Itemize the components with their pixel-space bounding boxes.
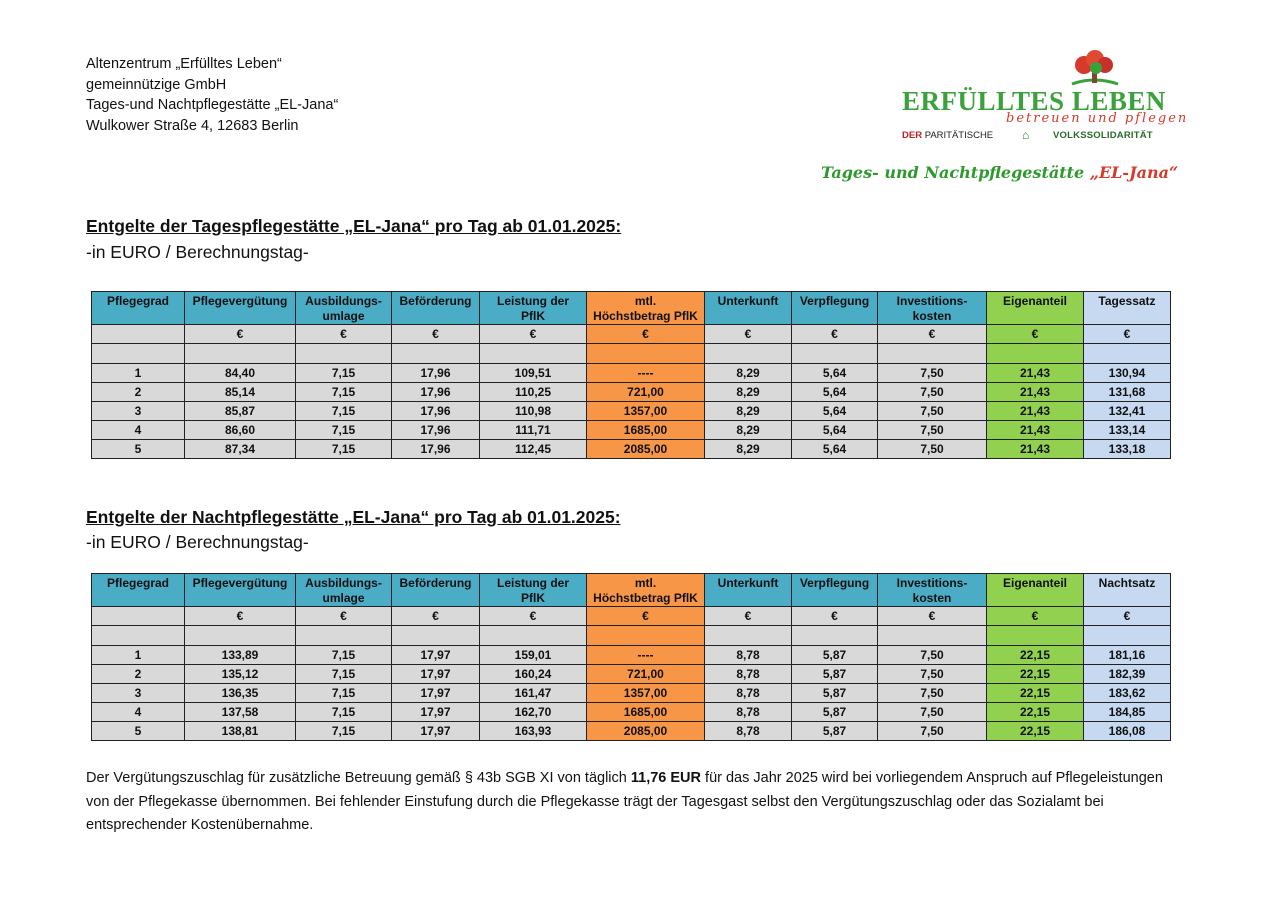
cell-hoechstbetrag: 721,00 <box>587 383 705 402</box>
cell-befoerderung: 17,97 <box>392 684 480 703</box>
col-header-befoerderung: Beförderung <box>392 574 480 607</box>
cell-befoerderung: 17,96 <box>392 364 480 383</box>
currency-cell: € <box>480 607 587 626</box>
footnote-text: Der Vergütungszuschlag für zusätzliche Betreuung gemäß § 43b SGB XI von täglich <box>86 770 631 786</box>
cell-verpflegung: 5,87 <box>792 646 878 665</box>
empty-cell <box>296 626 392 646</box>
table-header-row <box>92 574 1171 607</box>
empty-cell <box>296 344 392 364</box>
cell-befoerderung: 17,97 <box>392 703 480 722</box>
cell-unterkunft: 8,29 <box>705 421 792 440</box>
cell-unterkunft: 8,78 <box>705 684 792 703</box>
cell-leistung-pflk: 161,47 <box>480 684 587 703</box>
empty-cell <box>792 344 878 364</box>
currency-cell: € <box>185 607 296 626</box>
cell-befoerderung: 17,96 <box>392 440 480 459</box>
empty-cell <box>792 626 878 646</box>
col-header-verpflegung: Verpflegung <box>792 292 878 325</box>
cell-pflegegrad: 3 <box>92 402 185 421</box>
table-header-row <box>92 292 1171 325</box>
cell-unterkunft: 8,78 <box>705 703 792 722</box>
cell-unterkunft: 8,78 <box>705 646 792 665</box>
col-header-investitionskosten: Investitions- kosten <box>878 292 987 325</box>
spacer-row <box>92 344 1171 364</box>
currency-cell: € <box>587 607 705 626</box>
cell-pflegeverguetung: 137,58 <box>185 703 296 722</box>
currency-row <box>92 325 1171 344</box>
cell-unterkunft: 8,29 <box>705 383 792 402</box>
cell-satz: 133,18 <box>1084 440 1171 459</box>
cell-hoechstbetrag: 2085,00 <box>587 722 705 741</box>
cell-leistung-pflk: 111,71 <box>480 421 587 440</box>
cell-investitionskosten: 7,50 <box>878 383 987 402</box>
cell-pflegeverguetung: 85,87 <box>185 402 296 421</box>
cell-pflegeverguetung: 84,40 <box>185 364 296 383</box>
cell-ausbildungsumlage: 7,15 <box>296 421 392 440</box>
cell-verpflegung: 5,87 <box>792 665 878 684</box>
col-header-unterkunft: Unterkunft <box>705 292 792 325</box>
cell-satz: 182,39 <box>1084 665 1171 684</box>
cell-satz: 186,08 <box>1084 722 1171 741</box>
cell-verpflegung: 5,64 <box>792 402 878 421</box>
cell-befoerderung: 17,97 <box>392 665 480 684</box>
volkssolidaritaet-logo: VOLKSSOLIDARITÄT <box>1053 130 1153 141</box>
empty-cell <box>1084 626 1171 646</box>
subtitle-highlight: „EL-Jana“ <box>1089 163 1179 182</box>
cell-pflegeverguetung: 133,89 <box>185 646 296 665</box>
cell-pflegegrad: 4 <box>92 703 185 722</box>
currency-cell: € <box>480 325 587 344</box>
empty-cell <box>587 626 705 646</box>
cell-eigenanteil: 21,43 <box>987 440 1084 459</box>
col-header-verpflegung: Verpflegung <box>792 574 878 607</box>
cell-hoechstbetrag: 2085,00 <box>587 440 705 459</box>
footnote <box>86 767 1176 838</box>
cell-hoechstbetrag: ---- <box>587 646 705 665</box>
logo-tagline: betreuen und pflegen <box>1006 111 1189 126</box>
tree-logo-icon <box>1068 50 1120 88</box>
cell-ausbildungsumlage: 7,15 <box>296 646 392 665</box>
currency-cell: € <box>705 325 792 344</box>
cell-ausbildungsumlage: 7,15 <box>296 722 392 741</box>
address-block <box>86 54 338 136</box>
cell-pflegeverguetung: 138,81 <box>185 722 296 741</box>
cell-eigenanteil: 22,15 <box>987 722 1084 741</box>
cell-investitionskosten: 7,50 <box>878 402 987 421</box>
cell-ausbildungsumlage: 7,15 <box>296 402 392 421</box>
col-header-hoechstbetrag: mtl. Höchstbetrag PflK <box>587 292 705 325</box>
day-care-heading: Entgelte der Tagespflegestätte „EL-Jana“ pro Tag ab 01.01.2025: <box>86 216 622 236</box>
col-header-tagessatz: Tagessatz <box>1084 292 1171 325</box>
currency-cell: € <box>792 607 878 626</box>
address-line: gemeinnützige GmbH <box>86 76 227 93</box>
cell-verpflegung: 5,64 <box>792 364 878 383</box>
cell-eigenanteil: 22,15 <box>987 684 1084 703</box>
empty-cell <box>878 626 987 646</box>
cell-eigenanteil: 22,15 <box>987 665 1084 684</box>
cell-verpflegung: 5,87 <box>792 684 878 703</box>
col-header-pflegegrad: Pflegegrad <box>92 574 185 607</box>
cell-satz: 130,94 <box>1084 364 1171 383</box>
cell-verpflegung: 5,64 <box>792 383 878 402</box>
cell-pflegegrad: 1 <box>92 364 185 383</box>
cell-ausbildungsumlage: 7,15 <box>296 684 392 703</box>
cell-leistung-pflk: 110,98 <box>480 402 587 421</box>
table-row <box>92 665 1171 684</box>
table-row <box>92 646 1171 665</box>
cell-befoerderung: 17,96 <box>392 402 480 421</box>
cell-hoechstbetrag: 1357,00 <box>587 402 705 421</box>
cell-satz: 183,62 <box>1084 684 1171 703</box>
col-header-nachtsatz: Nachtsatz <box>1084 574 1171 607</box>
facility-subtitle <box>821 163 1178 182</box>
cell-investitionskosten: 7,50 <box>878 703 987 722</box>
footnote-amount: 11,76 EUR <box>630 770 702 786</box>
day-care-table-body <box>92 325 1171 459</box>
empty-cell <box>987 344 1084 364</box>
col-header-pflegeverguetung: Pflegevergütung <box>185 292 296 325</box>
cell-unterkunft: 8,78 <box>705 722 792 741</box>
paritaetische-logo <box>902 130 993 141</box>
day-care-fee-table <box>91 291 1171 459</box>
cell-satz: 184,85 <box>1084 703 1171 722</box>
cell-unterkunft: 8,29 <box>705 364 792 383</box>
cell-satz: 131,68 <box>1084 383 1171 402</box>
cell-eigenanteil: 22,15 <box>987 703 1084 722</box>
currency-cell: € <box>296 607 392 626</box>
cell-befoerderung: 17,97 <box>392 722 480 741</box>
table-row <box>92 383 1171 402</box>
empty-cell <box>480 344 587 364</box>
table-row <box>92 684 1171 703</box>
night-care-heading: Entgelte der Nachtpflegestätte „EL-Jana“ pro Tag ab 01.01.2025: <box>86 507 621 527</box>
empty-cell <box>987 626 1084 646</box>
partner-logos <box>902 129 1174 145</box>
cell-pflegegrad: 1 <box>92 646 185 665</box>
empty-cell <box>587 344 705 364</box>
table-row <box>92 364 1171 383</box>
cell-eigenanteil: 22,15 <box>987 646 1084 665</box>
cell-hoechstbetrag: 1357,00 <box>587 684 705 703</box>
cell-pflegeverguetung: 86,60 <box>185 421 296 440</box>
cell-satz: 132,41 <box>1084 402 1171 421</box>
empty-cell <box>705 344 792 364</box>
col-header-pflegegrad: Pflegegrad <box>92 292 185 325</box>
currency-cell: € <box>1084 325 1171 344</box>
cell-verpflegung: 5,87 <box>792 722 878 741</box>
cell-befoerderung: 17,96 <box>392 421 480 440</box>
empty-cell <box>1084 344 1171 364</box>
table-row <box>92 440 1171 459</box>
currency-cell: € <box>705 607 792 626</box>
cell-eigenanteil: 21,43 <box>987 383 1084 402</box>
cell-pflegegrad: 5 <box>92 722 185 741</box>
cell-hoechstbetrag: 721,00 <box>587 665 705 684</box>
cell-investitionskosten: 7,50 <box>878 421 987 440</box>
cell-hoechstbetrag: ---- <box>587 364 705 383</box>
day-care-subheading: -in EURO / Berechnungstag- <box>86 242 309 262</box>
col-header-ausbildungsumlage: Ausbildungs- umlage <box>296 292 392 325</box>
col-header-pflegeverguetung: Pflegevergütung <box>185 574 296 607</box>
currency-row <box>92 607 1171 626</box>
night-care-fee-table <box>91 573 1171 741</box>
table-row <box>92 421 1171 440</box>
currency-cell <box>92 325 185 344</box>
address-line: Tages-und Nachtpflegestätte „EL-Jana“ <box>86 97 339 113</box>
currency-cell: € <box>792 325 878 344</box>
currency-cell: € <box>1084 607 1171 626</box>
cell-eigenanteil: 21,43 <box>987 364 1084 383</box>
cell-pflegegrad: 2 <box>92 665 185 684</box>
currency-cell: € <box>296 325 392 344</box>
company-logo <box>896 50 1189 150</box>
night-care-subheading: -in EURO / Berechnungstag- <box>86 532 309 552</box>
cell-eigenanteil: 21,43 <box>987 421 1084 440</box>
cell-leistung-pflk: 110,25 <box>480 383 587 402</box>
cell-pflegegrad: 2 <box>92 383 185 402</box>
empty-cell <box>185 344 296 364</box>
cell-investitionskosten: 7,50 <box>878 665 987 684</box>
cell-pflegeverguetung: 85,14 <box>185 383 296 402</box>
col-header-ausbildungsumlage: Ausbildungs- umlage <box>296 574 392 607</box>
empty-cell <box>878 344 987 364</box>
cell-unterkunft: 8,78 <box>705 665 792 684</box>
currency-cell: € <box>185 325 296 344</box>
cell-ausbildungsumlage: 7,15 <box>296 703 392 722</box>
cell-unterkunft: 8,29 <box>705 402 792 421</box>
cell-ausbildungsumlage: 7,15 <box>296 440 392 459</box>
cell-pflegeverguetung: 135,12 <box>185 665 296 684</box>
currency-cell: € <box>987 325 1084 344</box>
cell-investitionskosten: 7,50 <box>878 364 987 383</box>
paritaetische-name: PARITÄTISCHE <box>924 130 994 141</box>
cell-ausbildungsumlage: 7,15 <box>296 364 392 383</box>
empty-cell <box>392 626 480 646</box>
table-row <box>92 402 1171 421</box>
col-header-unterkunft: Unterkunft <box>705 574 792 607</box>
cell-eigenanteil: 21,43 <box>987 402 1084 421</box>
address-line: Wulkower Straße 4, 12683 Berlin <box>86 117 299 134</box>
cell-hoechstbetrag: 1685,00 <box>587 421 705 440</box>
cell-pflegeverguetung: 87,34 <box>185 440 296 459</box>
table-row <box>92 703 1171 722</box>
col-header-investitionskosten: Investitions- kosten <box>878 574 987 607</box>
currency-cell: € <box>878 325 987 344</box>
empty-cell <box>705 626 792 646</box>
col-header-hoechstbetrag: mtl. Höchstbetrag PflK <box>587 574 705 607</box>
cell-investitionskosten: 7,50 <box>878 684 987 703</box>
cell-verpflegung: 5,64 <box>792 440 878 459</box>
col-header-eigenanteil: Eigenanteil <box>987 292 1084 325</box>
house-icon: ⌂ <box>1022 128 1030 142</box>
table-row <box>92 722 1171 741</box>
empty-cell <box>92 344 185 364</box>
col-header-befoerderung: Beförderung <box>392 292 480 325</box>
cell-satz: 133,14 <box>1084 421 1171 440</box>
col-header-eigenanteil: Eigenanteil <box>987 574 1084 607</box>
cell-investitionskosten: 7,50 <box>878 440 987 459</box>
cell-leistung-pflk: 162,70 <box>480 703 587 722</box>
cell-befoerderung: 17,96 <box>392 383 480 402</box>
night-care-table-body <box>92 607 1171 741</box>
cell-investitionskosten: 7,50 <box>878 646 987 665</box>
col-header-leistung-pflk: Leistung der PflK <box>480 574 587 607</box>
cell-ausbildungsumlage: 7,15 <box>296 383 392 402</box>
currency-cell: € <box>987 607 1084 626</box>
cell-verpflegung: 5,87 <box>792 703 878 722</box>
currency-cell: € <box>878 607 987 626</box>
cell-pflegegrad: 3 <box>92 684 185 703</box>
cell-leistung-pflk: 160,24 <box>480 665 587 684</box>
empty-cell <box>392 344 480 364</box>
currency-cell: € <box>392 325 480 344</box>
empty-cell <box>185 626 296 646</box>
spacer-row <box>92 626 1171 646</box>
cell-befoerderung: 17,97 <box>392 646 480 665</box>
cell-leistung-pflk: 163,93 <box>480 722 587 741</box>
cell-ausbildungsumlage: 7,15 <box>296 665 392 684</box>
cell-unterkunft: 8,29 <box>705 440 792 459</box>
cell-leistung-pflk: 159,01 <box>480 646 587 665</box>
currency-cell <box>92 607 185 626</box>
subtitle-main: Tages- und Nachtpflegestätte <box>821 163 1090 182</box>
cell-pflegeverguetung: 136,35 <box>185 684 296 703</box>
empty-cell <box>92 626 185 646</box>
cell-investitionskosten: 7,50 <box>878 722 987 741</box>
logo-title: ERFÜLLTES LEBEN <box>902 86 1166 116</box>
footnote-text: für das Jahr 2025 wird bei vorliegendem Anspruch auf Pflegeleistungen von der Pflegekasse übernommen. Bei fehlender Einstufung durch die Pflegekasse trägt der Tagesgast selbst den Vergütungszuschlag oder das Sozialamt bei entsprechender Kostenübernahme. <box>86 770 1163 833</box>
currency-cell: € <box>587 325 705 344</box>
cell-pflegegrad: 4 <box>92 421 185 440</box>
col-header-leistung-pflk: Leistung der PflK <box>480 292 587 325</box>
currency-cell: € <box>392 607 480 626</box>
cell-verpflegung: 5,64 <box>792 421 878 440</box>
cell-satz: 181,16 <box>1084 646 1171 665</box>
cell-leistung-pflk: 112,45 <box>480 440 587 459</box>
address-line: Altenzentrum „Erfülltes Leben“ <box>86 56 282 72</box>
cell-pflegegrad: 5 <box>92 440 185 459</box>
cell-hoechstbetrag: 1685,00 <box>587 703 705 722</box>
empty-cell <box>480 626 587 646</box>
cell-leistung-pflk: 109,51 <box>480 364 587 383</box>
paritaetische-mark: DER <box>902 130 923 141</box>
